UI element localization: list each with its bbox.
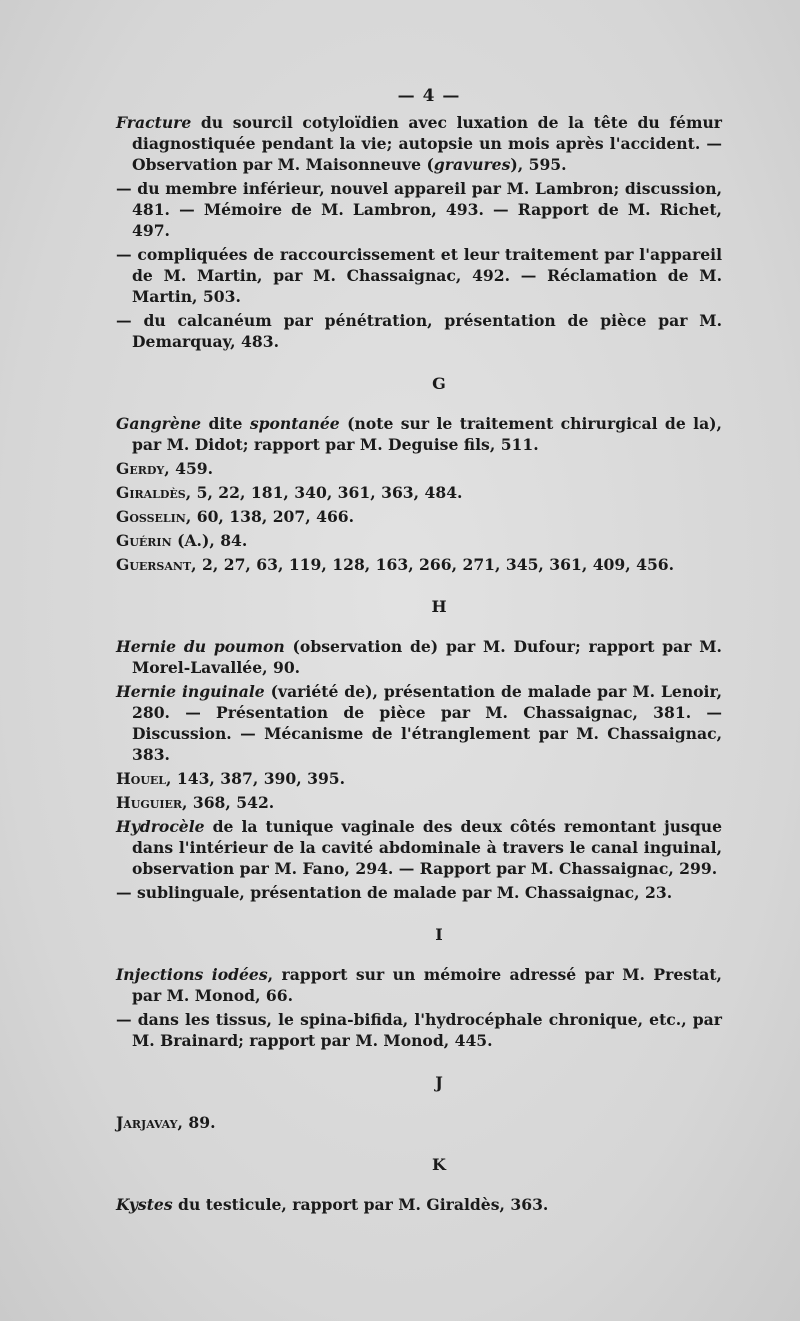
section-letter-k: K xyxy=(432,1155,446,1174)
author-name: Giraldès, 5, 22, 181, 340, 361, 363, 484. xyxy=(116,483,463,502)
entry-term: Hernie du poumon xyxy=(116,637,285,656)
section-letter-i: I xyxy=(435,925,443,944)
entry-term: Hernie inguinale xyxy=(116,682,265,701)
author-name: Gerdy, 459. xyxy=(116,459,214,478)
author-entry xyxy=(116,554,722,575)
section-letter-h: H xyxy=(431,597,447,616)
index-subentry: — compliquées de raccourcissement et leur traitement par l'appareil de M. Martin, par M. Chassaignac, 492. — Réclamation de M. Martin, 503. xyxy=(116,245,722,306)
entry-text: dite xyxy=(201,414,250,433)
page-number: — 4 — xyxy=(397,86,461,106)
author-entry xyxy=(116,792,722,813)
entry-term: Gangrène xyxy=(116,414,202,433)
author-entry xyxy=(116,768,722,789)
entry-term: Fracture xyxy=(116,113,192,132)
index-entry-kystes xyxy=(116,1194,722,1215)
author-name: Houel, 143, 387, 390, 395. xyxy=(116,769,346,788)
index-entry-injections xyxy=(116,964,722,1006)
author-entry xyxy=(116,1112,722,1133)
entry-text: du testicule, rapport par M. Giraldès, 363. xyxy=(172,1195,549,1214)
section-letter-j: J xyxy=(435,1073,443,1092)
entry-term-italic: gravures xyxy=(433,155,511,174)
author-name: Guersant, 2, 27, 63, 119, 128, 163, 266, 271, 345, 361, 409, 456. xyxy=(116,555,675,574)
entry-term: Injections iodées xyxy=(116,965,268,984)
author-name: Jarjavay, 89. xyxy=(116,1113,216,1132)
entry-text: (note sur le traitement chirurgical de la), par M. Didot; rapport par M. Deguise fils, 511. xyxy=(132,414,722,454)
entry-text: (variété de), présentation de malade par M. Lenoir, 280. — Présentation de pièce par M. Chassaignac, 381. — Discussion. — Mécanisme de l'étranglement par M. Chassaignac, 383. xyxy=(132,682,722,764)
index-entry-gangrene xyxy=(116,413,722,455)
index-subentry: — du membre inférieur, nouvel appareil par M. Lambron; discussion, 481. — Mémoire de M. Lambron, 493. — Rapport de M. Richet, 497. xyxy=(116,179,722,240)
entry-text: (observation de) par M. Dufour; rapport par M. Morel-Lavallée, 90. xyxy=(132,637,722,677)
author-entry xyxy=(116,506,722,527)
author-name: Gosselin, 60, 138, 207, 466. xyxy=(116,507,355,526)
entry-text: du sourcil cotyloïdien avec luxation de la tête du fémur diagnostiquée pendant la vie; autopsie un mois après l'accident. — Observation par M. Maisonneuve ( xyxy=(132,113,722,174)
index-subentry: — dans les tissus, le spina-bifida, l'hydrocéphale chronique, etc., par M. Brainard; rapport par M. Monod, 445. xyxy=(116,1010,722,1050)
entry-term: Kystes xyxy=(116,1195,173,1214)
index-entry-hernie-poumon xyxy=(116,636,722,678)
index-entry-fracture xyxy=(116,112,722,175)
entry-text: de la tunique vaginale des deux côtés remontant jusque dans l'intérieur de la cavité abdominale à travers le canal inguinal, observation par M. Fano, 294. — Rapport par M. Chassaignac, 299. xyxy=(132,817,722,878)
index-subentry: — du calcanéum par pénétration, présentation de pièce par M. Demarquay, 483. xyxy=(116,311,722,351)
entry-text: ), 595. xyxy=(510,155,567,174)
index-entry-hernie-inguinale xyxy=(116,681,722,765)
index-entry-hydrocele xyxy=(116,816,722,879)
author-name: Guérin (A.), 84. xyxy=(116,531,248,550)
entry-term-italic: spontanée xyxy=(249,414,340,433)
entry-text: , rapport sur un mémoire adressé par M. Prestat, par M. Monod, 66. xyxy=(132,965,722,1005)
section-letter-g: G xyxy=(432,374,446,393)
entry-term: Hydrocèle xyxy=(116,817,205,836)
index-subentry: — sublinguale, présentation de malade par M. Chassaignac, 23. xyxy=(116,883,673,902)
author-name: Huguier, 368, 542. xyxy=(116,793,275,812)
author-entry xyxy=(116,530,722,551)
author-entry xyxy=(116,458,722,479)
author-entry xyxy=(116,482,722,503)
